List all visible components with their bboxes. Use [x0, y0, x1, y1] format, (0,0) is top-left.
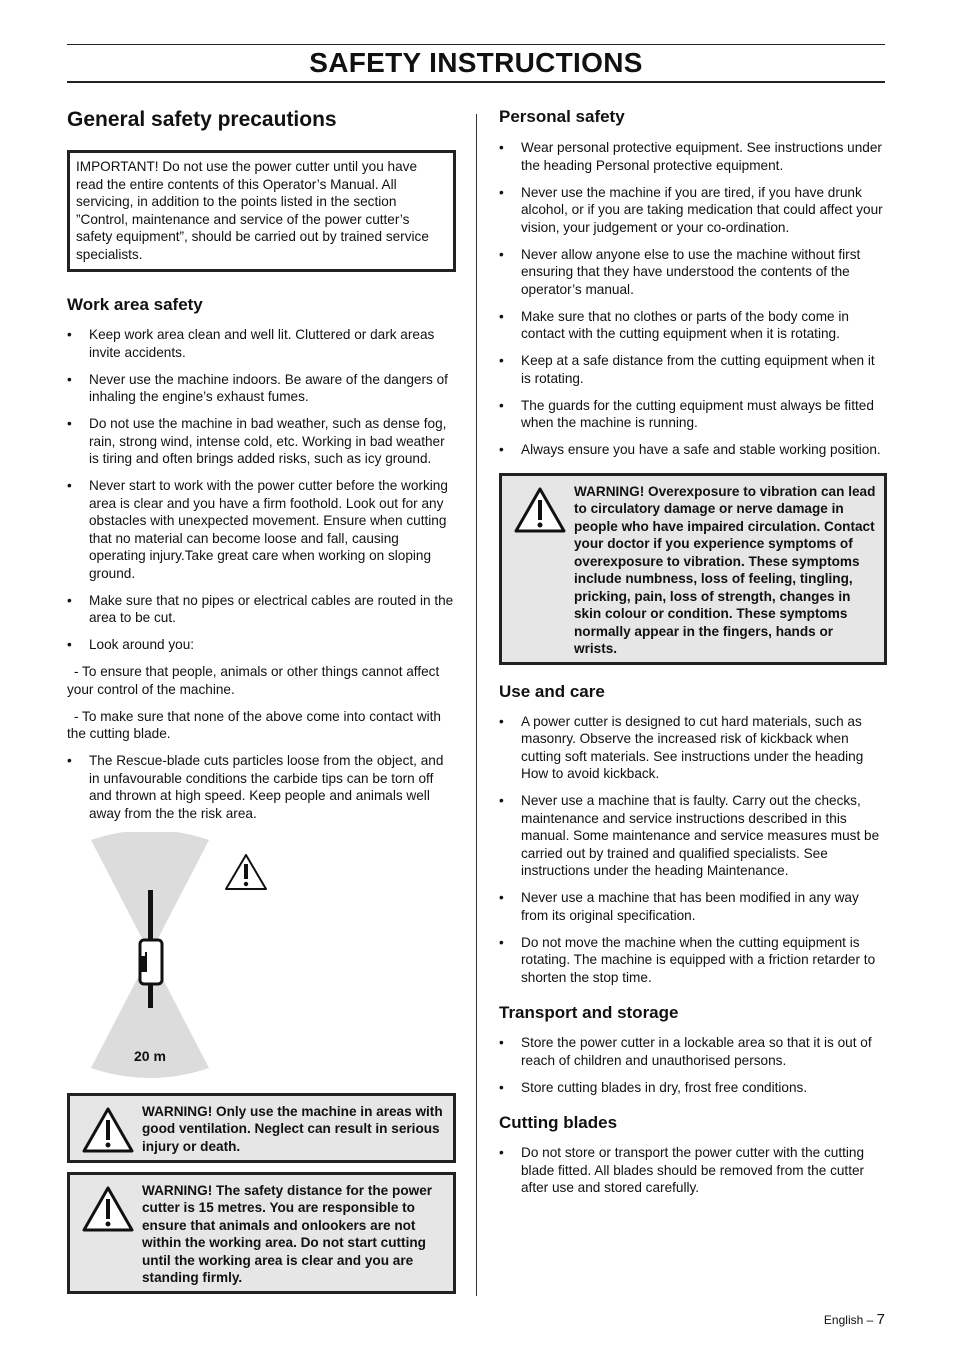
- safety-distance-figure: [67, 832, 456, 1084]
- dash-note-control: - To ensure that people, animals or other things cannot affect your control of the machine.: [67, 664, 440, 697]
- work-area-list-rescue: [67, 752, 456, 822]
- warning-triangle-icon: [226, 855, 266, 889]
- list-item: • Keep at a safe distance from the cutting equipment when it is rotating.: [499, 352, 887, 387]
- warning-distance-box: [67, 1172, 456, 1294]
- important-notice-box: [67, 150, 456, 272]
- transport-heading: Transport and storage: [499, 1003, 679, 1022]
- footer-language: English: [823, 1313, 864, 1327]
- page-number: 7: [876, 1311, 885, 1328]
- list-item: • Keep work area clean and well lit. Cluttered or dark areas invite accidents.: [67, 326, 456, 361]
- list-item: • Never use the machine indoors. Be aware of the dangers of inhaling the engine’s exhaust fumes.: [67, 371, 456, 406]
- warning-triangle-icon: [74, 1182, 142, 1240]
- warning-ventilation-text: WARNING! Only use the machine in areas with good ventilation. Neglect can result in serious injury or death.: [142, 1103, 443, 1154]
- list-item: • Make sure that no pipes or electrical cables are routed in the area to be cut.: [67, 592, 456, 627]
- list-item: • Wear personal protective equipment. See instructions under the heading Personal protective equipment.: [499, 139, 887, 174]
- list-item: • Make sure that no clothes or parts of the body come in contact with the cutting equipment when it is rotating.: [499, 308, 887, 343]
- list-item: • The Rescue-blade cuts particles loose from the object, and in unfavourable conditions the carbide tips can be torn off and thrown at high speed. Keep people and animals well away from the the risk area.: [67, 752, 456, 822]
- use-care-list: [499, 713, 887, 987]
- column-divider: [476, 114, 477, 1296]
- list-item: • Store cutting blades in dry, frost free conditions.: [499, 1079, 887, 1097]
- cutting-blades-list: [499, 1144, 887, 1197]
- dash-note-blade: - To make sure that none of the above come into contact with the cutting blade.: [67, 708, 441, 741]
- personal-safety-heading: Personal safety: [499, 107, 625, 126]
- footer-dash: –: [866, 1313, 874, 1327]
- list-item: • Do not use the machine in bad weather, such as dense fog, rain, strong wind, intense cold, etc. Working in bad weather is tiring and often brings added risks, such as icy ground.: [67, 415, 456, 468]
- list-item: • A power cutter is designed to cut hard materials, such as masonry. Observe the increased risk of kickback when cutting soft materials. See instructions under the heading How to avoid kickback.: [499, 713, 887, 783]
- list-item: • Do not move the machine when the cutting equipment is rotating. The machine is equipped with a friction retarder to shorten the stop time.: [499, 934, 887, 987]
- list-item: • Do not store or transport the power cutter with the cutting blade fitted. All blades should be removed from the cutter after use and stored carefully.: [499, 1144, 887, 1197]
- distance-label: 20 m: [134, 1047, 166, 1064]
- important-notice-text: IMPORTANT! Do not use the power cutter until you have read the entire contents of this Operator’s Manual. All servicing, in addition to the points listed in the section ”Control, maintenance and service of the power cutter’s safety equipment”, should be carried out by trained service specialists.: [76, 159, 429, 262]
- list-item: • Store the power cutter in a lockable area so that it is out of reach of children and unauthorised persons.: [499, 1034, 887, 1069]
- warning-ventilation-box: [67, 1093, 456, 1163]
- list-item: • Never use a machine that has been modified in any way from its original specification.: [499, 889, 887, 924]
- warning-triangle-icon: [506, 483, 574, 541]
- list-item: • Look around you:: [67, 636, 456, 654]
- list-item: • Never start to work with the power cutter before the working area is clear and you have a firm foothold. Look out for any obstacles with unexpected movement. Ensure when cutting that no material can become loose and fall, causing operating injury.Take great care when working on sloping ground.: [67, 477, 456, 582]
- transport-list: [499, 1034, 887, 1096]
- list-item: • The guards for the cutting equipment must always be fitted when the machine is running.: [499, 397, 887, 432]
- left-column: [67, 106, 456, 1294]
- right-column: [499, 106, 887, 1206]
- personal-safety-list: [499, 139, 887, 459]
- work-area-heading: Work area safety: [67, 295, 203, 314]
- warning-vibration-box: [499, 473, 887, 665]
- warning-triangle-icon: [74, 1103, 142, 1161]
- warning-distance-text: WARNING! The safety distance for the power cutter is 15 metres. You are responsible to ensure that animals and onlookers are not within the working area. Do not start cutting until the working area is clear and you are standing firmly.: [142, 1182, 433, 1285]
- page-title: SAFETY INSTRUCTIONS: [309, 47, 643, 78]
- warning-vibration-text: WARNING! Overexposure to vibration can lead to circulatory damage or nerve damage in people who have impaired circulation. Contact your doctor if you experience symptoms of overexposure to vibration. These symptoms include numbness, loss of feeling, tingling, pricking, pain, loss of strength, changes in skin colour or condition. These symptoms normally appear in the fingers, hands or wrists.: [574, 483, 876, 656]
- list-item: • Always ensure you have a safe and stable working position.: [499, 441, 887, 459]
- page-header: [67, 44, 885, 83]
- use-care-heading: Use and care: [499, 681, 605, 701]
- section-title: General safety precautions: [67, 108, 337, 131]
- list-item: • Never use the machine if you are tired, if you have drunk alcohol, or if you are taking medication that could affect your vision, your judgement or your co-ordination.: [499, 184, 887, 237]
- risk-area-illustration: [67, 832, 456, 1084]
- list-item: • Never allow anyone else to use the machine without first ensuring that they have understood the contents of the operator’s manual.: [499, 246, 887, 299]
- list-item: • Never use a machine that is faulty. Carry out the checks, maintenance and service instructions described in this manual. Some maintenance and service measures must be carried out by trained and qualified specialists. See instructions under the heading Maintenance.: [499, 792, 887, 880]
- work-area-list: [67, 326, 456, 654]
- page-footer: [824, 1311, 885, 1328]
- cutting-blades-heading: Cutting blades: [499, 1113, 618, 1132]
